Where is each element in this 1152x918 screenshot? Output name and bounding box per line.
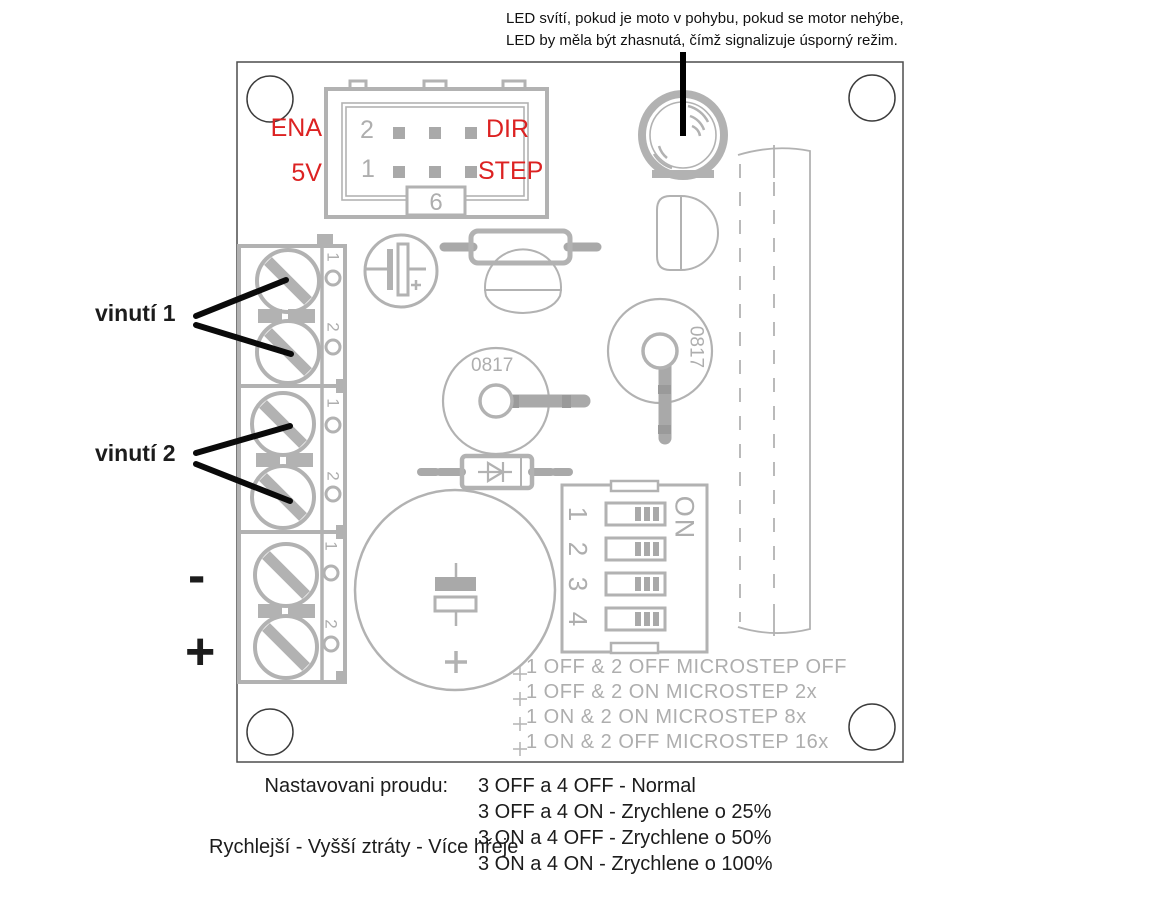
connector-pin-count: 6 (429, 189, 443, 216)
microstep-line: 1 OFF & 2 ON MICROSTEP 2x (526, 681, 818, 703)
led-annotation (506, 8, 904, 52)
microstep-line: 1 ON & 2 ON MICROSTEP 8x (526, 706, 807, 728)
led-annotation-line2: LED by měla být zhasnutá, čímž signalizuje úsporný režim. (506, 32, 898, 49)
current-settings-row: 3 ON a 4 OFF - Zrychlene o 50% (478, 827, 772, 849)
label-winding1: vinutí 1 (95, 300, 176, 326)
terminal-pin-digit: 2 (321, 619, 341, 629)
current-settings-row: 3 OFF a 4 ON - Zrychlene o 25% (478, 801, 772, 823)
dip-position-1: 1 (563, 506, 593, 522)
current-settings-note: Rychlejší - Vyšší ztráty - Více hřeje (209, 836, 519, 858)
terminal-pin-digit: 1 (323, 252, 343, 262)
label-winding2: vinutí 2 (95, 440, 176, 466)
label-ena: ENA (270, 114, 322, 142)
terminal-pin-digit: 2 (323, 322, 343, 332)
microstep-line: 1 ON & 2 OFF MICROSTEP 16x (526, 731, 829, 753)
terminal-pin-digit: 1 (321, 541, 341, 551)
label-step: STEP (478, 157, 544, 185)
label-plus: + (185, 623, 216, 681)
dip-position-4: 4 (563, 611, 593, 627)
current-settings-row: 3 ON a 4 ON - Zrychlene o 100% (478, 853, 773, 875)
connector-row-2: 2 (360, 116, 374, 144)
inductor-right-label: 0817 (685, 325, 707, 369)
terminal-pin-digit: 2 (323, 471, 343, 481)
microstep-line: 1 OFF & 2 OFF MICROSTEP OFF (526, 656, 847, 678)
dip-on-label: ON (669, 495, 700, 541)
terminal-pin-digit: 1 (323, 398, 343, 408)
dip-position-2: 2 (563, 541, 593, 557)
dip-position-3: 3 (563, 576, 593, 592)
led-annotation-line1: LED svítí, pokud je moto v pohybu, pokud se motor nehýbe, (506, 10, 904, 27)
inductor-left-label: 0817 (471, 355, 514, 376)
current-settings-title: Nastavovani proudu: (264, 775, 448, 797)
current-settings-row: 3 OFF a 4 OFF - Normal (478, 775, 696, 797)
label-dir: DIR (486, 115, 530, 143)
label-5v: 5V (291, 159, 322, 187)
connector-row-1: 1 (361, 155, 375, 183)
label-minus: - (188, 547, 206, 605)
